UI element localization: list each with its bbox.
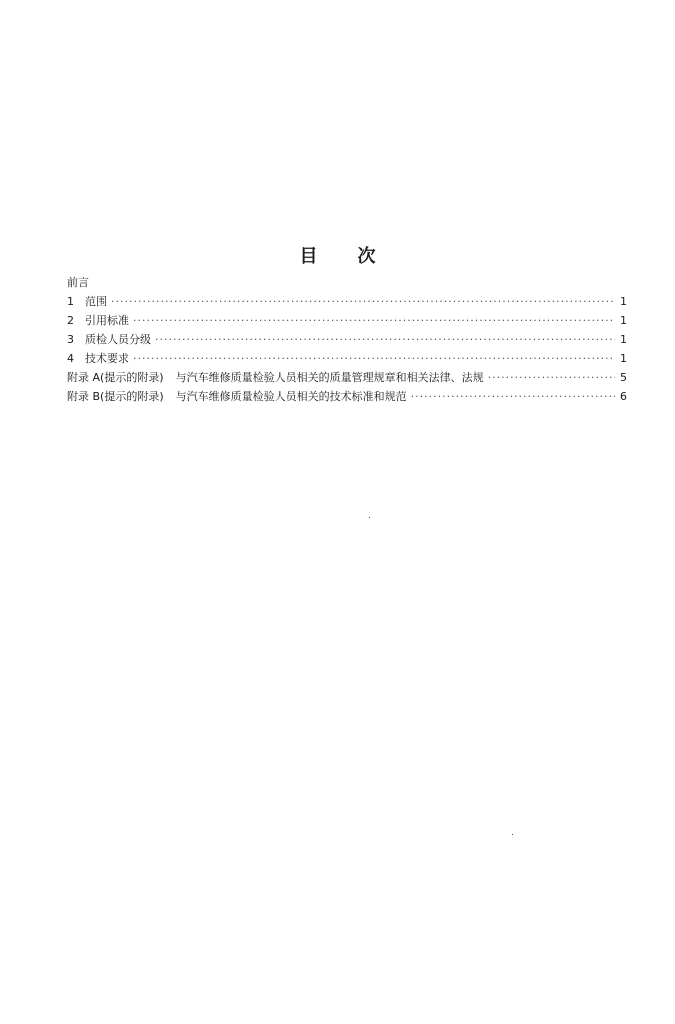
toc-entry-page: 1 [620,333,627,346]
toc-entry-title: 质检人员分级 [85,333,151,346]
dot-leader [411,387,615,406]
toc-entry-number: 1 [67,295,74,308]
toc-annex-entry [67,368,627,387]
toc-entry [67,311,627,330]
toc-annex-title: 与汽车维修质量检验人员相关的质量管理规章和相关法律、法规 [175,371,484,384]
dot-leader [488,368,615,387]
toc-title-char-2: 次 [357,246,376,267]
toc-title [0,242,675,268]
toc-entry-page: 1 [620,295,627,308]
toc-entry-page: 1 [620,352,627,365]
dot-leader [155,330,615,349]
toc-entry [67,292,627,311]
scan-speck [512,834,513,835]
dot-leader [133,311,615,330]
toc-annex-entry [67,387,627,406]
toc-annex-label: 附录 B(提示的附录) [67,390,164,403]
toc-annex-title: 与汽车维修质量检验人员相关的技术标准和规范 [175,390,407,403]
dot-leader [133,349,615,368]
scan-speck [369,517,370,518]
toc-entry-number: 3 [67,333,74,346]
toc-entry-title: 范围 [85,295,107,308]
toc-entry-number: 2 [67,314,74,327]
toc-preface-row [67,273,627,292]
toc-annex-label: 附录 A(提示的附录) [67,371,164,384]
toc-entry [67,330,627,349]
toc-entry-title: 技术要求 [85,352,129,365]
toc-entry [67,349,627,368]
toc-title-char-1: 目 [299,246,318,267]
dot-leader [111,292,615,311]
toc-annex-page: 5 [620,371,627,384]
toc-entry-page: 1 [620,314,627,327]
toc-annex-page: 6 [620,390,627,403]
toc-preface-label: 前言 [67,276,89,289]
toc-entry-number: 4 [67,352,74,365]
table-of-contents [67,273,627,406]
toc-entry-title: 引用标准 [85,314,129,327]
